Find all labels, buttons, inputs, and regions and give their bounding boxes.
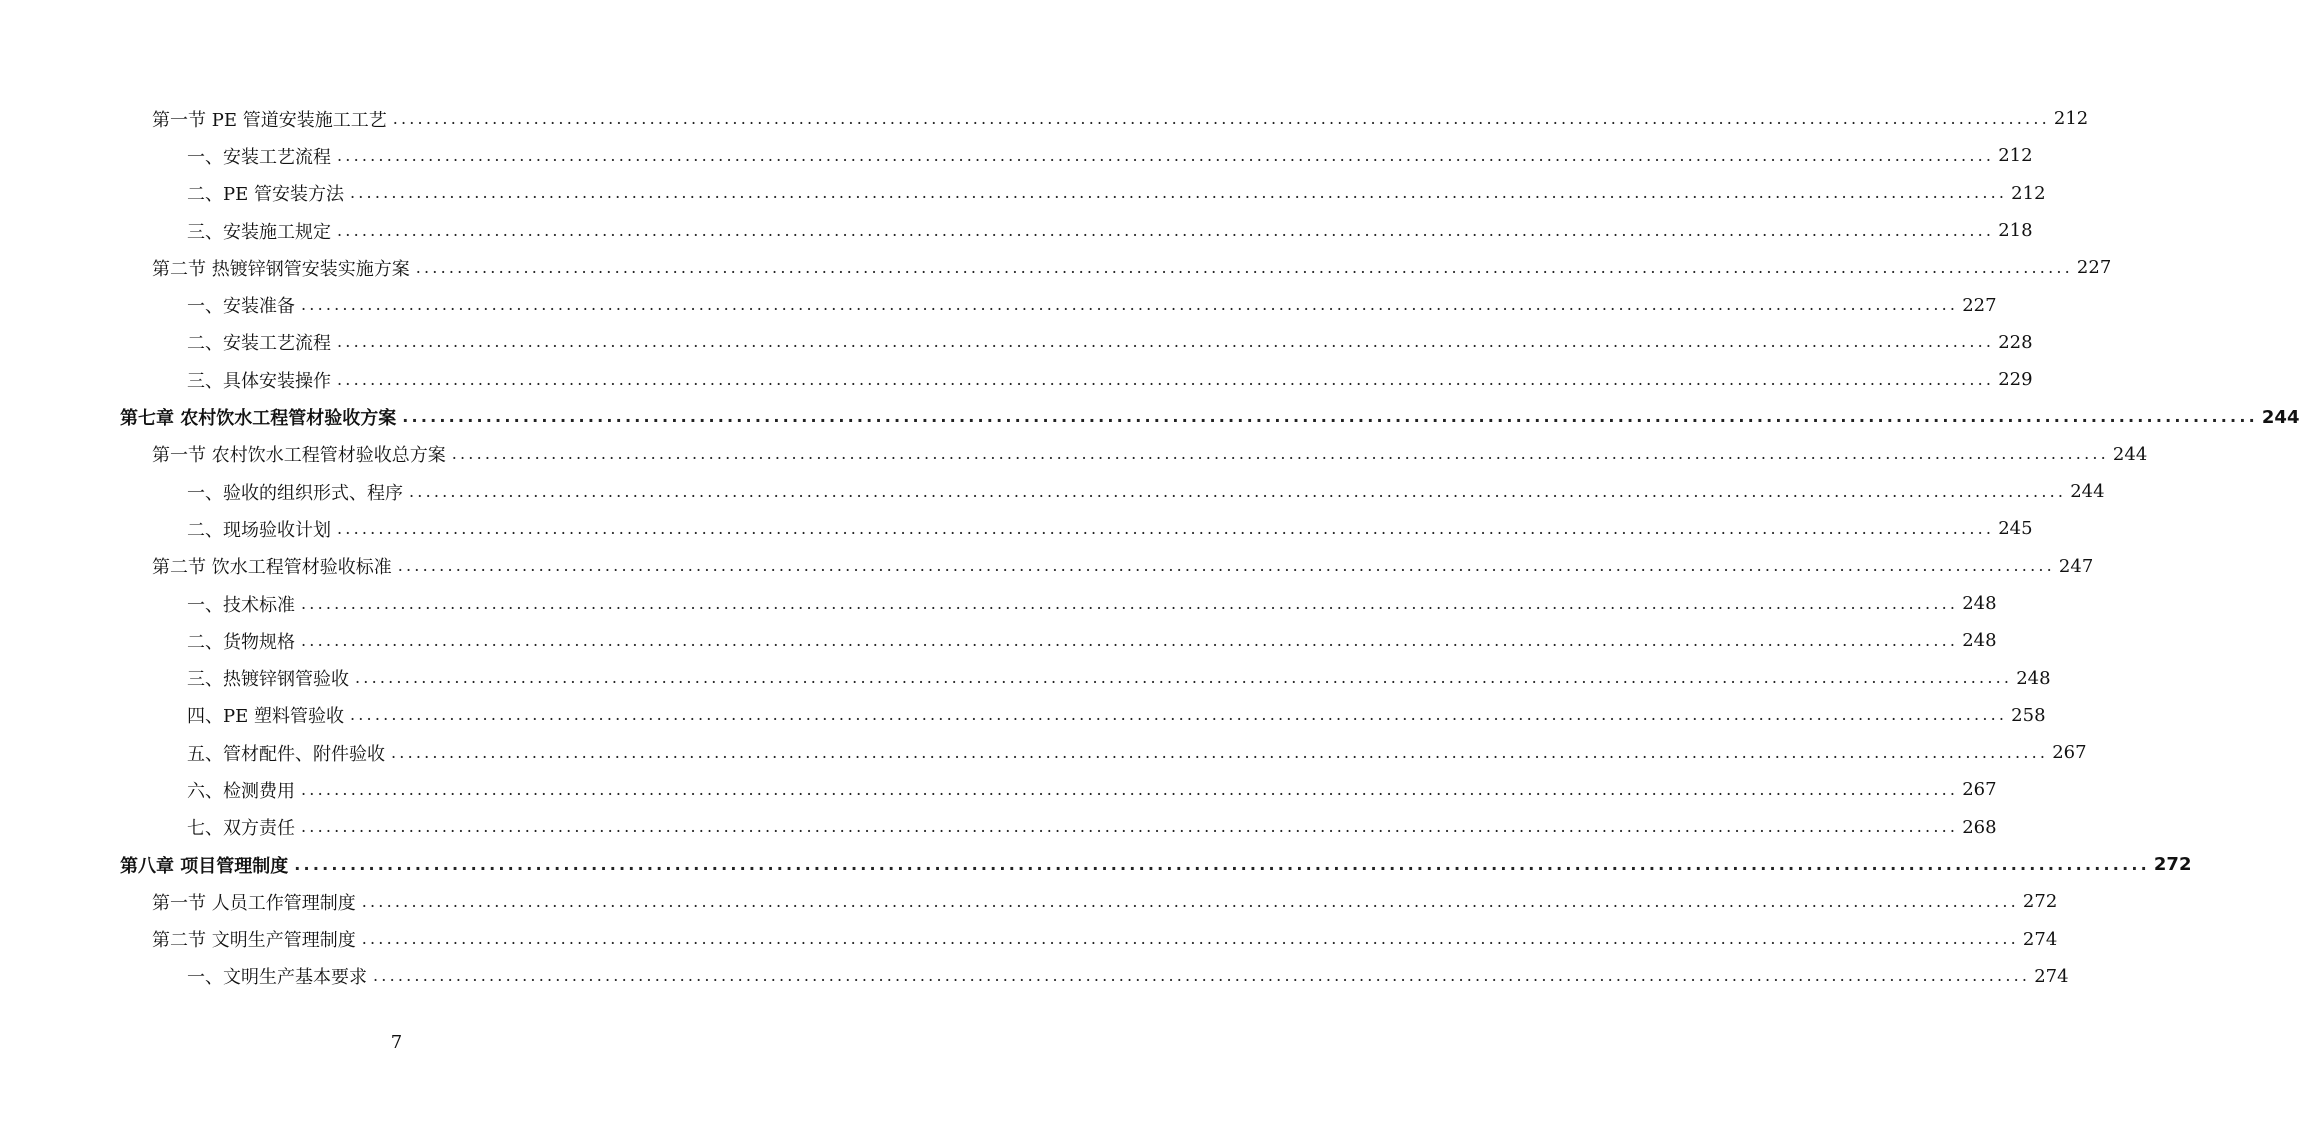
toc-subsection-entry <box>0 175 2046 212</box>
toc-subsection-entry <box>0 324 2033 361</box>
toc-subsection-entry <box>0 473 2105 510</box>
dot-leader: ........................................................................................................................................................................................................ <box>361 891 2019 911</box>
toc-entry-title: 四、PE 塑料管验收 <box>187 706 344 728</box>
toc-entry-page: 244 <box>2261 406 2299 428</box>
toc-entry-title: 七、双方责任 <box>187 818 295 840</box>
toc-entry-page: 247 <box>2058 555 2094 577</box>
dot-leader: ........................................................................................................................................................................................................ <box>392 108 2050 128</box>
toc-section-entry <box>0 249 2112 286</box>
toc-entry-title: 三、热镀锌钢管验收 <box>187 669 349 691</box>
dot-leader: ........................................................................................................................................................................................................ <box>451 444 2109 464</box>
toc-entry-page: 227 <box>2076 257 2112 279</box>
page-number: 7 <box>390 1032 403 1053</box>
toc-entry-title: 三、安装施工规定 <box>187 221 331 243</box>
toc-entry-page: 212 <box>1998 145 2033 167</box>
toc-entry-page: 218 <box>1998 220 2033 242</box>
dot-leader: ........................................................................................................................................................................................................ <box>373 966 2031 986</box>
toc-entry-title: 一、验收的组织形式、程序 <box>187 482 403 504</box>
toc-entry-title: 二、PE 管安装方法 <box>187 184 344 206</box>
toc-entry-title: 第一节 农村饮水工程管材验收总方案 <box>152 445 446 467</box>
toc-subsection-entry <box>0 622 1997 659</box>
dot-leader: ........................................................................................................................................................................................................ <box>349 183 2008 203</box>
toc-subsection-entry <box>0 361 2033 398</box>
toc-entry-title: 第一节 PE 管道安装施工工艺 <box>152 109 387 131</box>
toc-entry-title: 二、安装工艺流程 <box>187 333 331 355</box>
toc-entry-page: 244 <box>2070 481 2105 503</box>
toc-section-entry <box>0 548 2094 585</box>
toc-entry-page: 268 <box>1962 816 1997 838</box>
toc-entry-title: 一、安装准备 <box>187 296 295 318</box>
toc-entry-page: 244 <box>2112 443 2148 465</box>
toc-entry-page: 258 <box>2011 704 2046 726</box>
dot-leader: ........................................................................................................................................................................................................ <box>355 668 2013 688</box>
dot-leader: ........................................................................................................................................................................................................ <box>337 369 1995 389</box>
toc-entry-title: 五、管材配件、附件验收 <box>187 743 385 765</box>
toc-entry-page: 229 <box>1998 369 2033 391</box>
toc-entry-page: 227 <box>1962 294 1997 316</box>
toc-entry-title: 六、检测费用 <box>187 780 295 802</box>
toc-entry-page: 248 <box>2016 667 2051 689</box>
dot-leader: ........................................................................................................................................................................................................ <box>337 332 1995 352</box>
dot-leader: ........................................................................................................................................................................................................ <box>301 593 1959 613</box>
toc-entry-title: 二、现场验收计划 <box>187 519 331 541</box>
toc-entry-page: 248 <box>1962 593 1997 614</box>
toc-subsection-entry <box>0 697 2046 734</box>
toc-entry-title: 第二节 饮水工程管材验收标准 <box>152 557 392 579</box>
toc-entry-title: 第七章 农村饮水工程管材验收方案 <box>120 408 397 430</box>
toc-subsection-entry <box>0 734 2087 771</box>
toc-entry-title: 三、具体安装操作 <box>187 370 331 392</box>
dot-leader: ........................................................................................................................................................................................................ <box>415 257 2073 277</box>
dot-leader: ........................................................................................................................................................................................................ <box>409 481 2067 501</box>
toc-section-entry <box>0 921 2058 958</box>
dot-leader: ........................................................................................................................................................................................................ <box>349 705 2008 725</box>
toc-section-entry <box>0 100 2089 137</box>
toc-section-entry <box>0 883 2058 920</box>
toc-entry-title: 第八章 项目管理制度 <box>120 855 289 877</box>
toc-entry-title: 第二节 热镀锌钢管安装实施方案 <box>152 258 410 280</box>
toc-entry-page: 248 <box>1962 630 1997 652</box>
toc-entry-page: 228 <box>1998 331 2033 353</box>
toc-subsection-entry <box>0 771 1997 808</box>
toc-entry-title: 二、货物规格 <box>187 631 295 653</box>
toc-entry-title: 一、技术标准 <box>187 594 295 616</box>
dot-leader: ........................................................................................................................................................................................................ <box>301 630 1959 650</box>
toc-entry-page: 272 <box>2153 854 2192 876</box>
dot-leader: ........................................................................................................................................................................................................ <box>337 220 1995 240</box>
toc-subsection-entry <box>0 659 2051 696</box>
toc-entry-page: 212 <box>2011 182 2046 204</box>
dot-leader: ........................................................................................................................................................................................................ <box>397 556 2055 576</box>
toc-entry-title: 一、安装工艺流程 <box>187 146 331 168</box>
dot-leader: ........................................................................................................................................................................................................ <box>391 742 2049 762</box>
toc-entry-page: 274 <box>2022 928 2058 950</box>
toc-section-entry <box>0 436 2148 473</box>
dot-leader: ........................................................................................................................................................................................................ <box>301 817 1959 837</box>
toc-entry-page: 267 <box>2052 742 2087 764</box>
toc-subsection-entry <box>0 585 1997 622</box>
toc-subsection-entry <box>0 809 1997 846</box>
dot-leader: ........................................................................................................................................................................................................ <box>337 145 1995 165</box>
toc-entry-page: 212 <box>2053 108 2089 130</box>
toc-subsection-entry <box>0 510 2033 547</box>
toc-entry-page: 267 <box>1962 779 1997 801</box>
dot-leader: ........................................................................................................................................................................................................ <box>301 295 1959 315</box>
toc-entry-title: 第一节 人员工作管理制度 <box>152 892 356 914</box>
dot-leader: ........................................................................................................................................................................................................ <box>337 518 1995 538</box>
toc-entry-page: 274 <box>2034 965 2069 987</box>
table-of-contents <box>0 100 2299 995</box>
dot-leader: ........................................................................................................................................................................................................ <box>402 407 2258 427</box>
toc-chapter-entry <box>0 398 2299 435</box>
toc-subsection-entry <box>0 137 2033 174</box>
toc-entry-title: 一、文明生产基本要求 <box>187 967 367 989</box>
toc-subsection-entry <box>0 958 2069 995</box>
toc-subsection-entry <box>0 286 1997 323</box>
toc-subsection-entry <box>0 212 2033 249</box>
toc-entry-page: 245 <box>1998 518 2033 540</box>
toc-entry-title: 第二节 文明生产管理制度 <box>152 930 356 952</box>
toc-entry-page: 272 <box>2022 891 2058 913</box>
toc-chapter-entry <box>0 846 2192 883</box>
dot-leader: ........................................................................................................................................................................................................ <box>294 854 2150 874</box>
dot-leader: ........................................................................................................................................................................................................ <box>361 929 2019 949</box>
dot-leader: ........................................................................................................................................................................................................ <box>301 779 1959 799</box>
